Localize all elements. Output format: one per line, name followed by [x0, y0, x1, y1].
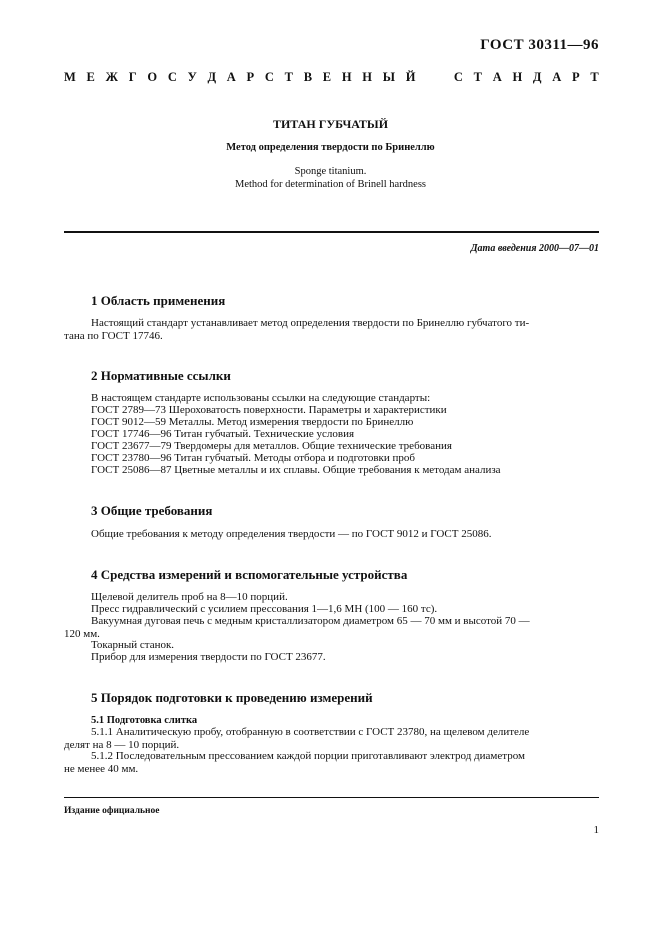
banner-letter: Д	[207, 70, 217, 84]
banner-letter: А	[226, 70, 236, 84]
reference-item: ГОСТ 25086—87 Цветные металлы и их сплавы. Общие требования к методам анализа	[91, 464, 501, 476]
introduction-date: Дата введения 2000—07—01	[470, 243, 599, 254]
section-5-heading: 5 Порядок подготовки к проведению измерений	[91, 690, 373, 705]
interstate-standard-banner	[64, 70, 599, 85]
equipment-item: Вакуумная дуговая печь с медным кристаллизатором диаметром 65 — 70 мм и высотой 70 —	[91, 615, 530, 627]
equipment-item-continuation: 120 мм.	[64, 628, 100, 640]
banner-letter	[426, 70, 429, 85]
reference-item: ГОСТ 23780—96 Титан губчатый. Методы отбора и подготовки проб	[91, 452, 415, 464]
english-title-line2: Method for determination of Brinell hardness	[235, 179, 426, 190]
document-subtitle: Метод определения твердости по Бринеллю	[226, 142, 435, 153]
banner-letter: Д	[532, 70, 542, 84]
equipment-item: Пресс гидравлический с усилием прессования 1—1,6 МН (100 — 160 тс).	[91, 603, 438, 615]
title-divider	[64, 231, 599, 233]
banner-letter: Е	[322, 70, 332, 84]
section-1-text-line1: Настоящий стандарт устанавливает метод определения твердости по Бринеллю губчатого ти-	[91, 317, 530, 329]
reference-item: ГОСТ 17746—96 Титан губчатый. Технические условия	[91, 428, 355, 440]
banner-letter: Г	[128, 70, 137, 84]
banner-letter: О	[147, 70, 158, 84]
document-code: ГОСТ 30311—96	[480, 37, 599, 53]
banner-letter: А	[552, 70, 562, 84]
banner-letter	[440, 70, 443, 85]
equipment-item: Щелевой делитель проб на 8—10 порций.	[91, 591, 288, 603]
clause-5-1-2-line2: не менее 40 мм.	[64, 763, 139, 775]
banner-letter: Н	[512, 70, 523, 84]
equipment-item: Токарный станок.	[91, 639, 175, 651]
page-number: 1	[593, 824, 599, 836]
banner-letter: В	[303, 70, 313, 84]
english-title-line1: Sponge titanium.	[294, 166, 367, 177]
banner-letter: Т	[590, 70, 599, 84]
banner-letter: Ж	[105, 70, 118, 84]
clause-5-1-1-line1: 5.1.1 Аналитическую пробу, отобранную в соответствии с ГОСТ 23780, на щелевом делителе	[91, 726, 530, 738]
clause-5-1-2-line1: 5.1.2 Последовательным прессованием каждой порции приготавливают электрод диаметром	[91, 750, 525, 762]
banner-letter: Р	[246, 70, 255, 84]
banner-letter: А	[492, 70, 502, 84]
clause-5-1-1-line2: делят на 8 — 10 порций.	[64, 739, 180, 751]
reference-item: ГОСТ 2789—73 Шероховатость поверхности. Параметры и характеристики	[91, 404, 447, 416]
reference-item: ГОСТ 9012—59 Металлы. Метод измерения твердости по Бринеллю	[91, 416, 414, 428]
section-2-heading: 2 Нормативные ссылки	[91, 368, 231, 383]
section-1-text-line2: тана по ГОСТ 17746.	[64, 330, 163, 342]
banner-letter: С	[264, 70, 274, 84]
banner-letter: С	[167, 70, 177, 84]
reference-item: ГОСТ 23677—79 Твердомеры для металлов. Общие технические требования	[91, 440, 452, 452]
section-3-text: Общие требования к методу определения твердости — по ГОСТ 9012 и ГОСТ 25086.	[91, 528, 492, 540]
banner-letter: С	[453, 70, 463, 84]
banner-letter: У	[187, 70, 197, 84]
document-title: ТИТАН ГУБЧАТЫЙ	[272, 117, 389, 131]
banner-letter: Ы	[382, 70, 396, 84]
section-4-heading: 4 Средства измерений и вспомогательные устройства	[91, 567, 408, 582]
banner-letter: Н	[362, 70, 373, 84]
official-edition-label: Издание официальное	[64, 806, 160, 816]
section-3-heading: 3 Общие требования	[91, 503, 213, 518]
banner-letter: Е	[86, 70, 95, 84]
banner-letter: М	[64, 70, 76, 84]
banner-letter: Р	[571, 70, 580, 84]
banner-letter: Й	[405, 70, 416, 84]
banner-letter: Т	[284, 70, 293, 84]
section-2-lead: В настоящем стандарте использованы ссылки на следующие стандарты:	[91, 392, 431, 404]
equipment-item: Прибор для измерения твердости по ГОСТ 23677.	[91, 651, 326, 663]
subsection-5-1-heading: 5.1 Подготовка слитка	[91, 715, 198, 726]
footer-divider	[64, 797, 599, 798]
section-1-heading: 1 Область применения	[91, 293, 226, 308]
banner-letter: Н	[341, 70, 352, 84]
banner-letter: Т	[473, 70, 482, 84]
